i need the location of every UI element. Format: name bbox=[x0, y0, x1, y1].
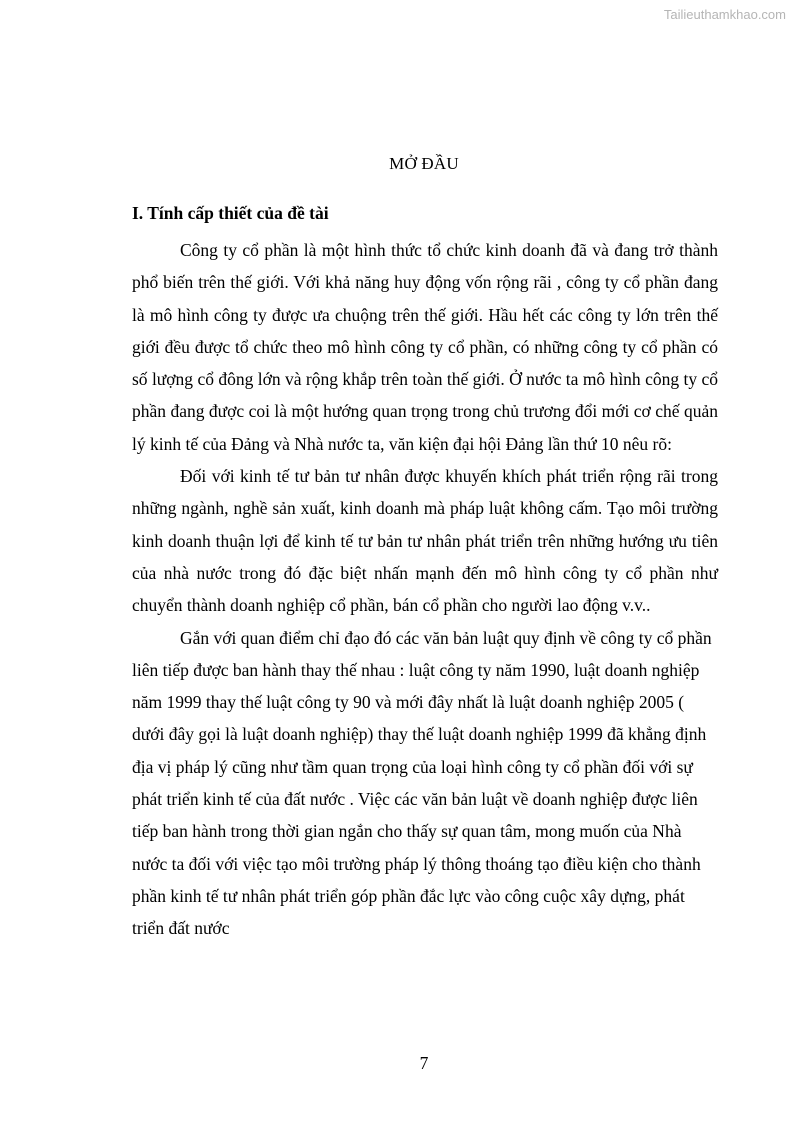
paragraph-3: Gắn với quan điểm chỉ đạo đó các văn bản luật quy định về công ty cổ phần liên tiếp được ban hành thay thế nhau : luật công ty năm 1990, luật doanh nghiệp năm 1999 thay thế luật công ty 90 và mới đây nhất là luật doanh nghiệp 2005 ( dưới đây gọi là luật doanh nghiệp) thay thế luật doanh nghiệp 1999 đã khẳng định địa vị pháp lý cũng như tầm quan trọng của loại hình công ty cổ phần đối với sự phát triển kinh tế của đất nước . Việc các văn bản luật về doanh nghiệp được liên tiếp ban hành trong thời gian ngắn cho thấy sự quan tâm, mong muốn của Nhà nước ta đối với việc tạo môi trường pháp lý thông thoáng tạo điều kiện cho thành phần kinh tế tư nhân phát triển góp phần đắc lực vào công cuộc xây dựng, phát triển đất nước bbox=[132, 627, 712, 939]
paragraph-1: Công ty cổ phần là một hình thức tổ chức kinh doanh đã và đang trở thành phổ biến trên thế giới. Với khả năng huy động vốn rộng rãi , công ty cổ phần đang là mô hình công ty được ưa chuộng trên thế giới. Hầu hết các công ty lớn trên thế giới đều được tổ chức theo mô hình công ty cổ phần, có những công ty cổ phần có số lượng cổ đông lớn và rộng khắp trên toàn thế giới. Ở nước ta mô hình công ty cổ phần đang được coi là một hướng quan trọng trong chủ trương đổi mới cơ chế quản lý kinh tế của Đảng và Nhà nước ta, văn kiện đại hội Đảng lần thứ 10 nêu rõ: bbox=[132, 240, 718, 454]
page-number: 7 bbox=[419, 1053, 429, 1073]
watermark: Tailieuthamkhao.com bbox=[663, 7, 786, 22]
document-body bbox=[132, 234, 718, 945]
section-heading: I. Tính cấp thiết của đề tài bbox=[132, 203, 329, 223]
paragraph-2: Đối với kinh tế tư bản tư nhân được khuyến khích phát triển rộng rãi trong những ngành, nghề sản xuất, kinh doanh mà pháp luật không cấm. Tạo môi trường kinh doanh thuận lợi để kinh tế tư bản tư nhân phát triển trên những hướng ưu tiên của nhà nước trong đó đặc biệt nhấn mạnh đến mô hình công ty cổ phần như chuyển thành doanh nghiệp cổ phần, bán cổ phần cho người lao động v.v.. bbox=[132, 466, 718, 616]
page-title: MỞ ĐẦU bbox=[389, 154, 459, 173]
